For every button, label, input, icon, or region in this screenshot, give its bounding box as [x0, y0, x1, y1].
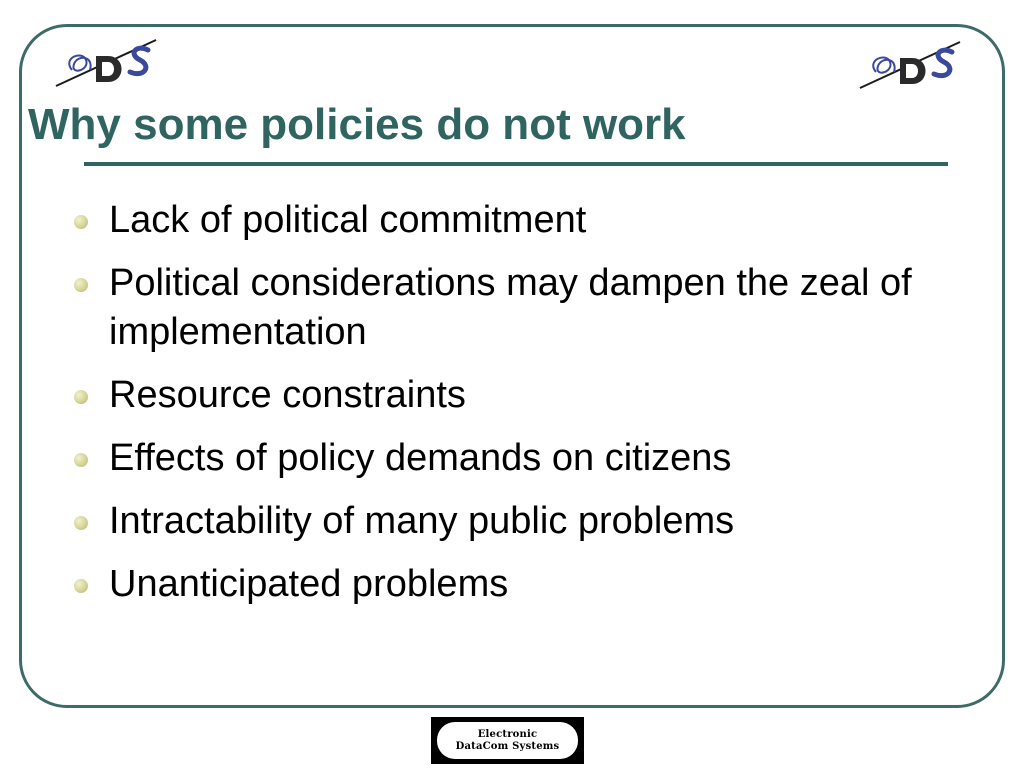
bullet-dot-icon — [74, 579, 88, 593]
title-underline — [84, 162, 948, 166]
bullet-text: Intractability of many public problems — [109, 500, 735, 542]
slide-title: Why some policies do not work — [28, 100, 686, 149]
bullet-item — [72, 497, 952, 546]
bullet-list — [72, 196, 952, 623]
footer-badge-inner — [437, 722, 578, 759]
bullet-dot-icon — [74, 390, 88, 404]
bullet-text: Political considerations may dampen the zeal of implementation — [109, 262, 912, 353]
bullet-dot-icon — [74, 516, 88, 530]
bullet-dot-icon — [74, 453, 88, 467]
bullet-item — [72, 560, 952, 609]
bullet-dot-icon — [74, 278, 88, 292]
bullet-text: Resource constraints — [109, 374, 466, 416]
bullet-item — [72, 371, 952, 420]
eds-logo-right-icon — [856, 38, 966, 99]
bullet-dot-icon — [74, 215, 88, 229]
footer-company-badge — [431, 717, 584, 764]
bullet-text: Unanticipated problems — [109, 563, 509, 605]
footer-line-2: DataCom Systems — [455, 740, 560, 752]
bullet-item — [72, 434, 952, 483]
bullet-text: Effects of policy demands on citizens — [109, 437, 732, 479]
bullet-item — [72, 259, 952, 357]
footer-line-1: Electronic — [477, 728, 538, 740]
bullet-text: Lack of political commitment — [109, 199, 587, 241]
bullet-item — [72, 196, 952, 245]
eds-logo-left-icon — [52, 36, 162, 97]
